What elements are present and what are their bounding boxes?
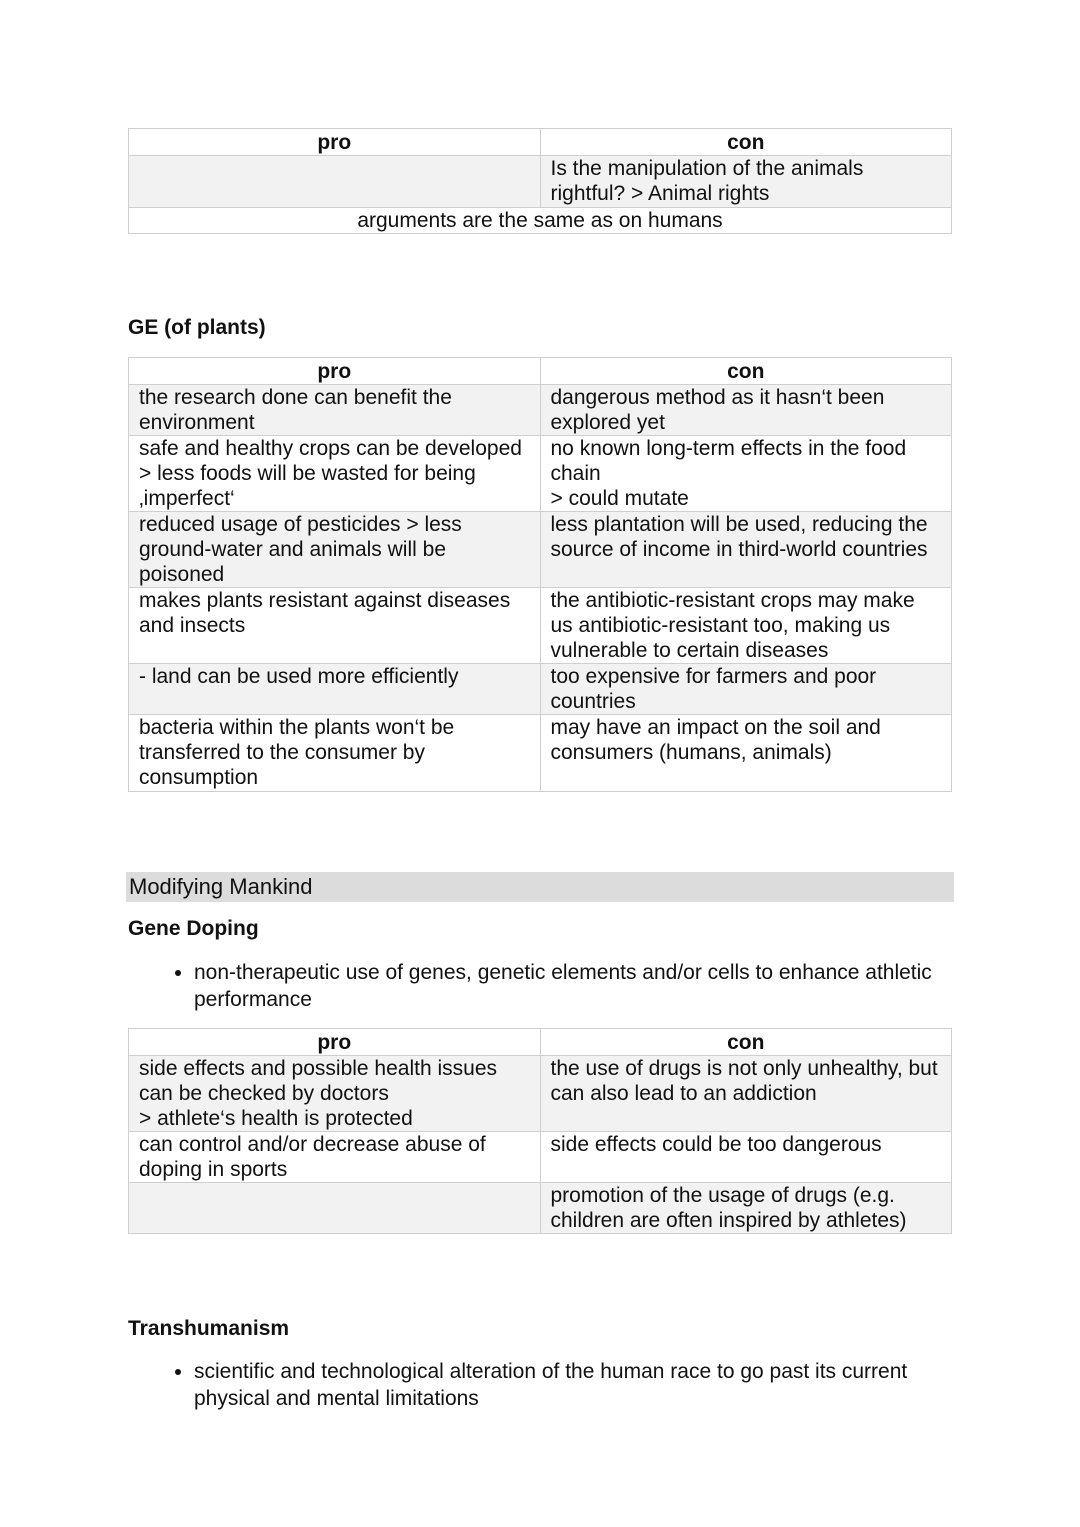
con-header: con <box>540 1029 952 1056</box>
pro-cell: the research done can benefit the environment <box>129 385 541 436</box>
pro-cell: - land can be used more efficiently <box>129 664 541 715</box>
pro-cell <box>129 156 541 208</box>
table-row <box>129 1056 952 1132</box>
pro-header: pro <box>129 129 541 156</box>
con-cell: too expensive for farmers and poor countries <box>540 664 952 715</box>
pro-cell: reduced usage of pesticides > less ground-water and animals will be poisoned <box>129 512 541 588</box>
gene-doping-bullets <box>150 959 984 1013</box>
list-item: • non-therapeutic use of genes, genetic elements and/or cells to enhance athletic performance <box>194 959 984 1013</box>
table-row <box>129 208 952 234</box>
con-cell: Is the manipulation of the animals rightful? > Animal rights <box>540 156 952 208</box>
con-cell: dangerous method as it hasn‘t been explored yet <box>540 385 952 436</box>
pro-cell: makes plants resistant against diseases and insects <box>129 588 541 664</box>
transhumanism-heading: Transhumanism <box>128 1317 290 1340</box>
pro-cell: bacteria within the plants won‘t be transferred to the consumer by consumption <box>129 715 541 792</box>
table-row <box>129 588 952 664</box>
pro-header: pro <box>129 358 541 385</box>
con-cell: less plantation will be used, reducing the source of income in third-world countries <box>540 512 952 588</box>
con-cell: may have an impact on the soil and consumers (humans, animals) <box>540 715 952 792</box>
table-header-row <box>129 1029 952 1056</box>
con-cell: the antibiotic-resistant crops may make us antibiotic-resistant too, making us vulnerable to certain diseases <box>540 588 952 664</box>
table-row <box>129 715 952 792</box>
section-title: Modifying Mankind <box>129 874 313 899</box>
plants-heading: GE (of plants) <box>128 316 266 339</box>
con-cell: promotion of the usage of drugs (e.g. children are often inspired by athletes) <box>540 1183 952 1234</box>
con-cell: the use of drugs is not only unhealthy, but can also lead to an addiction <box>540 1056 952 1132</box>
pro-cell: side effects and possible health issues can be checked by doctors > athlete‘s health is protected <box>129 1056 541 1132</box>
con-header: con <box>540 129 952 156</box>
table-row <box>129 1183 952 1234</box>
con-header: con <box>540 358 952 385</box>
gene-doping-heading: Gene Doping <box>128 917 259 940</box>
pro-header: pro <box>129 1029 541 1056</box>
animals-pro-con-table <box>128 128 952 234</box>
summary-cell: arguments are the same as on humans <box>129 208 952 234</box>
table-row <box>129 385 952 436</box>
table-row <box>129 512 952 588</box>
con-cell: side effects could be too dangerous <box>540 1132 952 1183</box>
pro-cell: safe and healthy crops can be developed > less foods will be wasted for being ‚imperfect‘ <box>129 436 541 512</box>
table-row <box>129 436 952 512</box>
transhumanism-bullets <box>150 1358 984 1412</box>
list-item: • scientific and technological alteration of the human race to go past its current physical and mental limitations <box>194 1358 984 1412</box>
table-row <box>129 1132 952 1183</box>
plants-pro-con-table <box>128 357 952 792</box>
table-row <box>129 664 952 715</box>
pro-cell: can control and/or decrease abuse of doping in sports <box>129 1132 541 1183</box>
con-cell: no known long-term effects in the food chain > could mutate <box>540 436 952 512</box>
table-header-row <box>129 358 952 385</box>
table-header-row <box>129 129 952 156</box>
gene-doping-pro-con-table <box>128 1028 952 1234</box>
table-row <box>129 156 952 208</box>
pro-cell <box>129 1183 541 1234</box>
